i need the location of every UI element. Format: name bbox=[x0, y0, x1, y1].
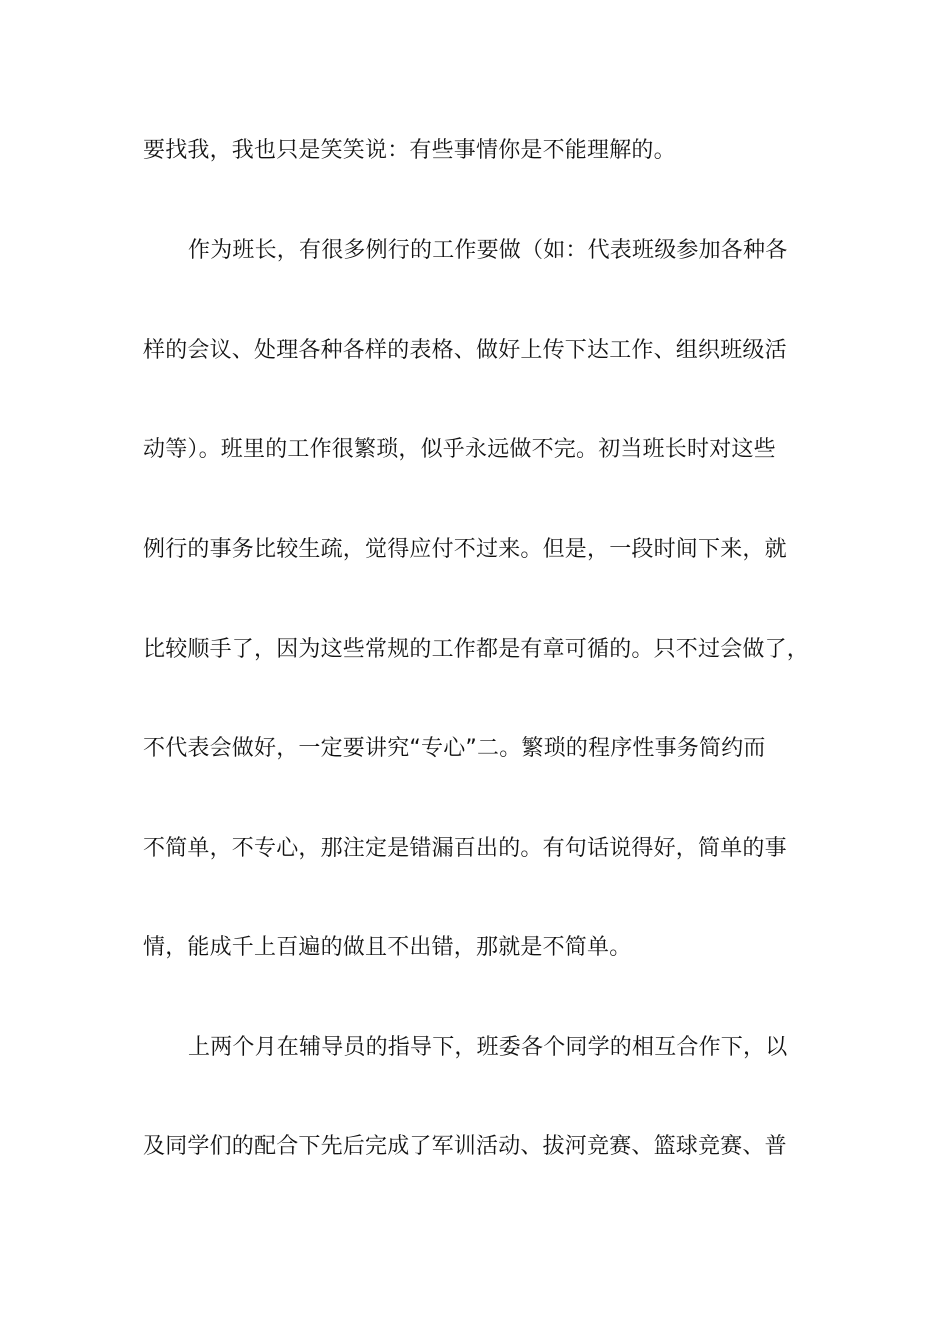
text-line: 比较顺手了，因为这些常规的工作都是有章可循的。只不过会做了， bbox=[143, 637, 810, 662]
text-line: 样的会议、处理各种各样的表格、做好上传下达工作、组织班级活 bbox=[143, 338, 787, 363]
text-line: 及同学们的配合下先后完成了军训活动、拔河竞赛、篮球竞赛、普 bbox=[143, 1134, 787, 1159]
text-line: 不简单，不专心，那注定是错漏百出的。有句话说得好，简单的事 bbox=[143, 836, 787, 861]
text-line: 例行的事务比较生疏，觉得应付不过来。但是，一段时间下来，就 bbox=[143, 537, 787, 562]
paragraph-start-line: 作为班长，有很多例行的工作要做（如：代表班级参加各种各 bbox=[188, 238, 788, 263]
paragraph-start-line: 上两个月在辅导员的指导下，班委各个同学的相互合作下，以 bbox=[188, 1035, 788, 1060]
text-line: 动等）。班里的工作很繁琐，似乎永远做不完。初当班长时对这些 bbox=[143, 437, 776, 462]
text-line: 情，能成千上百遍的做且不出错，那就是不简单。 bbox=[143, 935, 632, 960]
text-line: 不代表会做好，一定要讲究“专心”二。繁琐的程序性事务简约而 bbox=[143, 736, 766, 761]
text-line: 要找我，我也只是笑笑说：有些事情你是不能理解的。 bbox=[143, 138, 676, 163]
